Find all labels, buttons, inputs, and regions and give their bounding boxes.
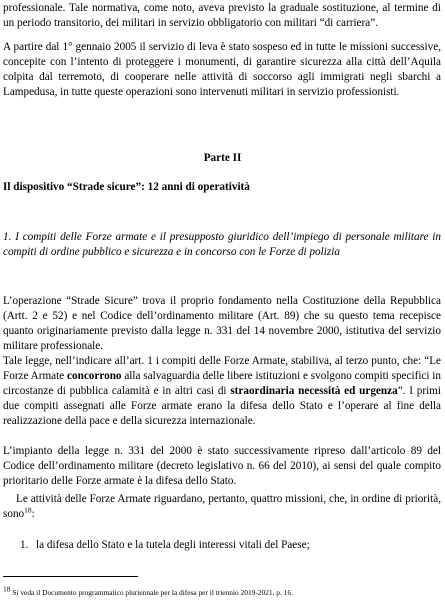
section-title: 1. I compiti delle Forze armate e il presupposto giuridico dell’impiego di personale militare in compiti di ordine pubblico e sicurezza e in concorso con le Forze di polizia (3, 231, 441, 258)
body-paragraph-4-end: : (31, 508, 35, 520)
intro-paragraph-1: professionale. Tale normativa, come noto, aveva previsto la graduale sostituzione, al termine di un periodo transitorio, dei militari in servizio obbligatorio con militari “di carriera”. (3, 2, 441, 29)
list-item-number: 1. (20, 539, 29, 551)
list-item (20, 538, 440, 553)
body-paragraph-4 (3, 492, 441, 522)
footnote-separator (3, 576, 138, 577)
body-paragraph-2-part-e: ”. I primi due compiti assegnati alle Forze armate erano la difesa dello Stato e l’operare al fine della realizzazione della pace e della sicurezza internazionale. (3, 385, 441, 427)
body-paragraph-3: L’impianto della legge n. 331 del 2000 è stato successivamente ripreso dall’articolo 89 del Codice dell’ordinamento militare (decreto legislativo n. 66 del 2010), ai sensi del quale compito prioritario delle Forze armate è la difesa dello Stato. (3, 445, 441, 487)
body-paragraph-2-part-c: alla salvaguardia delle libere istituzioni e svolgono compiti specifici in circostanze di pubblica calamità e in altri casi di (3, 370, 442, 397)
body-paragraph-2-part-a: Tale legge, nell’indicare all’art. 1 i compiti delle Forze Armate, stabiliva, al terzo punto, che: “Le Forze Armate (3, 355, 441, 382)
footnote-reference[interactable]: 18 (24, 505, 32, 515)
part-subtitle: Il dispositivo “Strade sicure”: 12 anni di operatività (3, 181, 250, 193)
footnote-text: Si veda il Documento programmatico pluriennale per la difesa per il triennio 2019-2021, p. 16. (10, 588, 293, 597)
list-item-text: la difesa dello Stato e la tutela degli interessi vitali del Paese; (36, 539, 310, 551)
footnote (3, 584, 443, 597)
body-paragraph-2 (3, 354, 441, 429)
body-paragraph-4-text: Le attività delle Forze Armate riguardano, pertanto, quattro missioni, che, in ordine di priorità, sono (3, 493, 441, 520)
intro-paragraph-2: A partire dal 1° gennaio 2005 il servizio di leva è stato sospeso ed in tutte le missioni successive, concepite con l’intento di proteggere i monumenti, di garantire sicurezza alla città dell’Aquila colpita dal terremoto, di cooperare nelle attività di soccorso agli immigrati negli sbarchi a Lampedusa, in tutte queste operazioni sono intervenuti militari in servizio professionisti. (3, 41, 441, 98)
body-paragraph-1: L’operazione “Strade Sicure” trova il proprio fondamento nella Costituzione della Repubblica (Artt. 2 e 52) e nel Codice dell’ordinamento militare (Art. 89) che su questo tema recepisce quanto originariamente previsto dalla legge n. 331 del 14 novembre 2000, istitutiva del servizio militare professionale. (3, 295, 441, 352)
part-title: Parte II (203, 152, 242, 164)
footnote-number: 18 (3, 584, 11, 594)
emphasis-straordinaria: straordinaria necessità ed urgenza (230, 385, 398, 397)
emphasis-concorrono: concorrono (67, 370, 122, 382)
